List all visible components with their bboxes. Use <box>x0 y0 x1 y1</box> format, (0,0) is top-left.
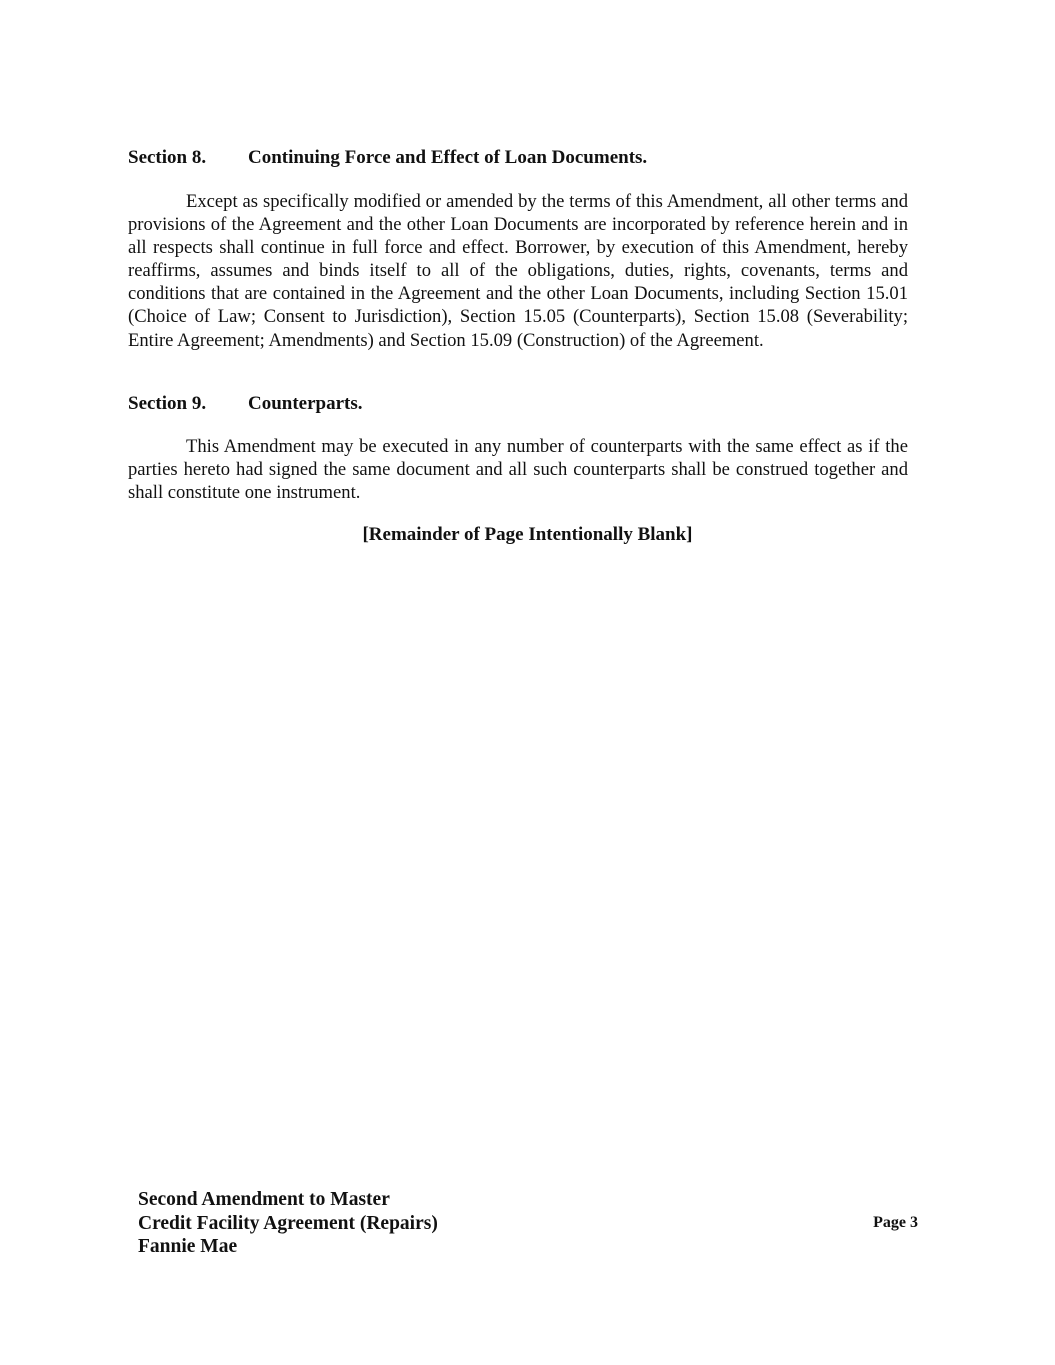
section-9-heading <box>128 392 363 416</box>
section-9-body: This Amendment may be executed in any number of counterparts with the same effect as if the parties hereto had signed the same document and all such counterparts shall be construed together and shall constitute one instrument. <box>128 436 908 504</box>
footer-line-1: Second Amendment to Master <box>138 1189 390 1210</box>
section-9-title: Counterparts. <box>248 393 363 414</box>
section-8-title: Continuing Force and Effect of Loan Documents. <box>248 147 648 168</box>
section-8-body: Except as specifically modified or amended by the terms of this Amendment, all other terms and provisions of the Agreement and the other Loan Documents are incorporated by reference herein and in all respects shall continue in full force and effect. Borrower, by execution of this Amendment, hereby reaffirms, assumes and binds itself to all of the obligations, duties, rights, covenants, terms and conditions that are contained in the Agreement and the other Loan Documents, including Section 15.01 (Choice of Law; Consent to Jurisdiction), Section 15.05 (Counterparts), Section 15.08 (Severability; Entire Agreement; Amendments) and Section 15.09 (Construction) of the Agreement. <box>128 191 908 351</box>
footer-line-2: Credit Facility Agreement (Repairs) <box>138 1212 438 1234</box>
footer-line-3: Fannie Mae <box>138 1236 238 1257</box>
section-8-number: Section 8. <box>128 147 207 168</box>
page-number: Page 3 <box>873 1214 918 1231</box>
footer-document-title <box>138 1188 438 1259</box>
remainder-blank-note: [Remainder of Page Intentionally Blank] <box>362 524 693 545</box>
section-8-heading <box>128 146 647 170</box>
section-9-number: Section 9. <box>128 393 207 414</box>
